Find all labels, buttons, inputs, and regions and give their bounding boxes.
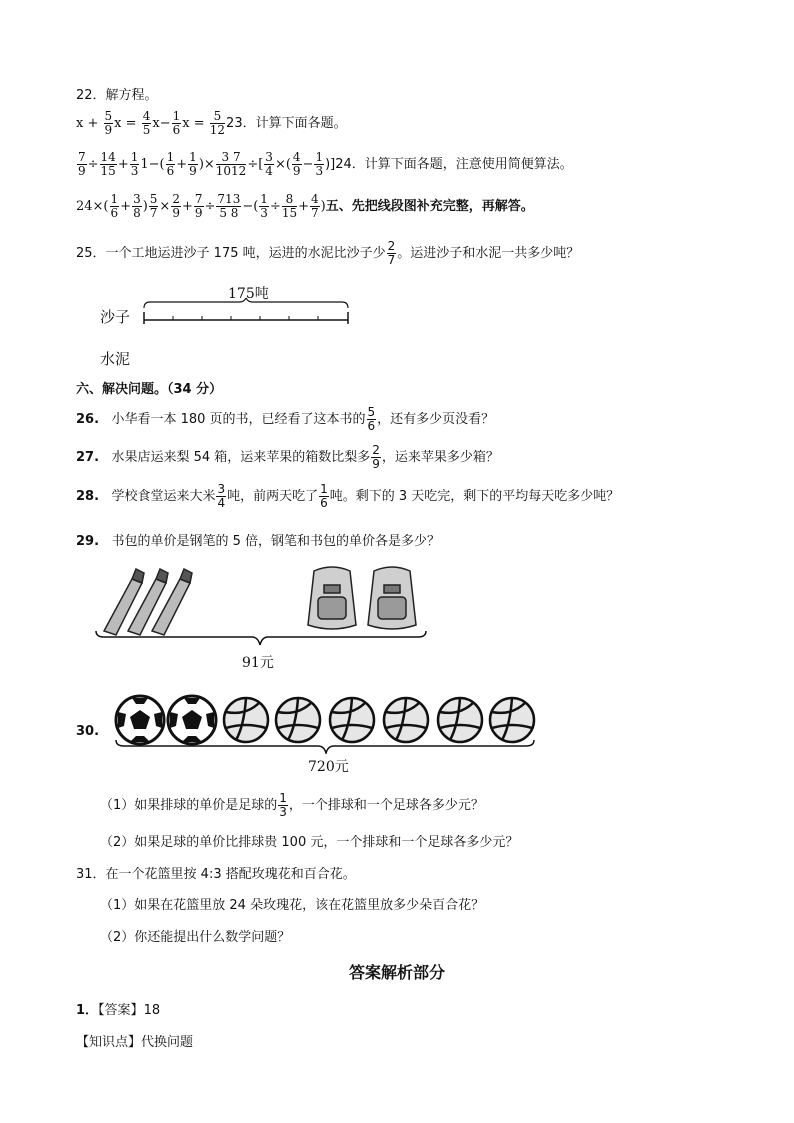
volleyball-icon bbox=[276, 698, 320, 742]
math-x: x bbox=[114, 116, 122, 131]
equation-22 bbox=[76, 110, 347, 137]
math-x: x bbox=[152, 116, 160, 131]
math-x: x bbox=[182, 116, 190, 131]
q31-sub1: （1）如果在花篮里放 24 朵玫瑰花，该在花篮里放多少朵百合花？ bbox=[100, 898, 485, 913]
fraction: $\frac{5}{12}$ bbox=[209, 109, 226, 137]
q28: 28. 学校食堂运来大米 $\frac{3}{4}$ 吨，前两天吃了 $\frac{1}{6}$ 吨。剩下的 3 天吃完，剩下的平均每天吃多少吨？ bbox=[76, 482, 620, 510]
fraction: $\frac{5}{9}$ bbox=[104, 109, 113, 137]
q25-text: 25．一个工地运进沙子 175 吨，运进的水泥比沙子少 $\frac{2}{7}$ 。运进沙子和水泥一共多少吨？ bbox=[76, 239, 580, 267]
math-op: = bbox=[193, 116, 205, 131]
q27: 27. 水果店运来梨 54 箱，运来苹果的箱数比梨多 $\frac{2}{9}$ ，运来苹果多少箱？ bbox=[76, 443, 499, 471]
section6-title: 六、解决问题。（34 分） bbox=[76, 382, 223, 397]
math-x: x bbox=[76, 116, 84, 131]
segment-diagram bbox=[140, 298, 352, 328]
q31-text: 31．在一个花篮里按 4:3 搭配玫瑰花和百合花。 bbox=[76, 867, 356, 882]
cement-label: 水泥 bbox=[100, 350, 131, 368]
soccer-ball-icon bbox=[116, 696, 164, 744]
q30-sub1: （1）如果排球的单价是足球的 $\frac{1}{3}$ ，一个排球和一个足球各多少元？ bbox=[100, 791, 484, 819]
balls-picture bbox=[112, 694, 540, 754]
segment-label: 175吨 bbox=[228, 286, 269, 302]
equation-23: $\frac{7}{9}$ ÷ $\frac{14}{15}$ + $\frac{1}{3}$ 1−( $\frac{1}{6}$ + $\frac{1}{9}$ )× $\frac{3 7}{1012}$ ÷[ $\frac{3}{4}$ ×( $\frac{4}{9}$ − $\frac{1}{3}$ )]24．计算下面各题，注意使用简便算法。 bbox=[78, 150, 573, 178]
soccer-ball-icon bbox=[168, 696, 216, 744]
q23-label: 23．计算下面各题。 bbox=[226, 116, 347, 131]
q30-total: 720元 bbox=[308, 759, 349, 775]
q31-sub2: （2）你还能提出什么数学问题？ bbox=[100, 930, 291, 945]
q29-total: 91元 bbox=[242, 655, 274, 671]
fraction: $\frac{1}{6}$ bbox=[172, 109, 181, 137]
math-op: − bbox=[159, 116, 171, 131]
pens-backpacks-picture bbox=[92, 565, 432, 647]
q24-label: )]24．计算下面各题，注意使用简便算法。 bbox=[325, 157, 573, 172]
q29: 29. 书包的单价是钢笔的 5 倍，钢笔和书包的单价各是多少？ bbox=[76, 534, 440, 549]
answers-title: 答案解析部分 bbox=[348, 963, 445, 982]
sand-label: 沙子 bbox=[100, 308, 131, 326]
math-op: + bbox=[87, 116, 99, 131]
equation-24: 24×( $\frac{1}{6}$ + $\frac{3}{8}$ ) $\frac{5}{7}$ × $\frac{2}{9}$ + $\frac{7}{9}$ ÷ $\frac{713}{5 8}$ −( $\frac{1}{3}$ ÷ $\frac{8}{15}$ + $\frac{4}{7}$ )五、先把线段图补充完整，再解答。 bbox=[76, 192, 534, 220]
fraction: $\frac{4}{5}$ bbox=[142, 109, 151, 137]
volleyball-icon bbox=[330, 698, 374, 742]
q22-label: 22．解方程。 bbox=[76, 88, 158, 103]
volleyball-icon bbox=[384, 698, 428, 742]
volleyball-icon bbox=[438, 698, 482, 742]
answer-1: 1．【答案】18 bbox=[76, 1003, 161, 1018]
knowledge-point: 【知识点】代换问题 bbox=[76, 1035, 194, 1050]
volleyball-icon bbox=[490, 698, 534, 742]
q30-num: 30. bbox=[76, 724, 100, 739]
backpack-icon bbox=[368, 567, 416, 629]
volleyball-icon bbox=[224, 698, 268, 742]
math-op: = bbox=[125, 116, 137, 131]
backpack-icon bbox=[308, 567, 356, 629]
section5-title: 五、先把线段图补充完整，再解答。 bbox=[325, 199, 534, 214]
q30-sub2: （2）如果足球的单价比排球贵 100 元，一个排球和一个足球各多少元？ bbox=[100, 835, 519, 850]
q26: 26. 小华看一本 180 页的书，已经看了这本书的 $\frac{5}{6}$ ，还有多少页没看？ bbox=[76, 405, 495, 433]
